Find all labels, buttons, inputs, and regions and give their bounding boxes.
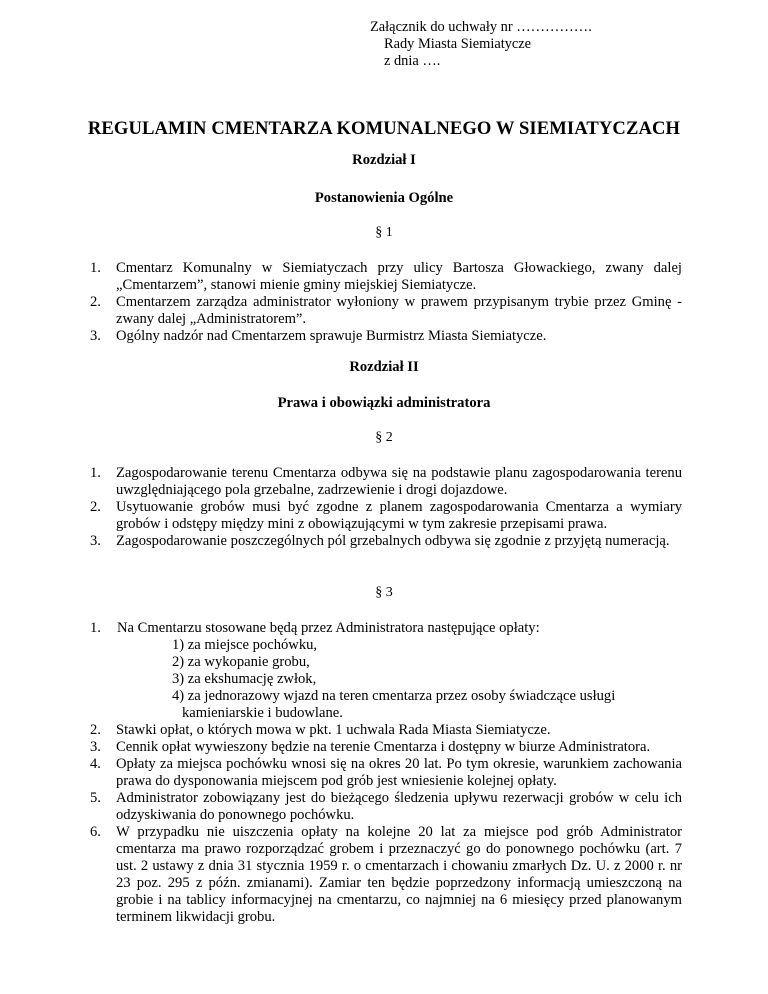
list-item-text: Stawki opłat, o których mowa w pkt. 1 uchwala Rada Miasta Siemiatycze. bbox=[116, 722, 551, 738]
list-item-text: Administrator zobowiązany jest do bieżącego śledzenia upływu rezerwacji grobów w celu ich odzyskiwania do ponownego pochówku. bbox=[116, 790, 682, 823]
annex-line-1: Załącznik do uchwały nr ……………. bbox=[370, 19, 592, 35]
section-2-mark: § 2 bbox=[375, 430, 393, 445]
list-item-text: Cmentarzem zarządza administrator wyłoniony w prawem przypisanym trybie przez Gminę - zwany dalej „Administratorem”. bbox=[116, 294, 682, 327]
fee-subitem: 4) za jednorazowy wjazd na teren cmentarza przez osoby świadczące usługi bbox=[172, 688, 616, 704]
fee-subitem: 2) za wykopanie grobu, bbox=[172, 654, 310, 670]
section-2-list bbox=[90, 465, 682, 550]
list-item-number: 2. bbox=[90, 294, 101, 310]
list-item-number: 2. bbox=[90, 722, 101, 738]
list-item bbox=[90, 620, 682, 637]
section-3-list bbox=[90, 620, 682, 926]
list-item-text: Opłaty za miejsca pochówku wnosi się na okres 20 lat. Po tym okresie, warunkiem zachowania prawa do dysponowania miejscem pod grób jest wniesienie kolejnej opłaty. bbox=[116, 756, 682, 789]
chapter-2-subheading: Prawa i obowiązki administratora bbox=[277, 395, 491, 411]
section-1-list bbox=[90, 260, 682, 345]
document-title: REGULAMIN CMENTARZA KOMUNALNEGO W SIEMIATYCZACH bbox=[87, 118, 681, 139]
list-item bbox=[90, 722, 682, 739]
list-item-text: Cennik opłat wywieszony będzie na terenie Cmentarza i dostępny w biurze Administratora. bbox=[116, 739, 651, 755]
list-item-number: 1. bbox=[90, 620, 101, 636]
list-item-number: 2. bbox=[90, 499, 101, 515]
list-item-number: 3. bbox=[90, 533, 101, 549]
fee-subitem: 3) za ekshumację zwłok, bbox=[172, 671, 317, 687]
list-item bbox=[90, 756, 682, 790]
list-item bbox=[90, 465, 682, 499]
fee-subitem-continued: kamieniarskie i budowlane. bbox=[182, 705, 343, 721]
section-3-mark: § 3 bbox=[375, 585, 393, 600]
list-item bbox=[90, 499, 682, 533]
list-item-number: 1. bbox=[90, 260, 101, 276]
list-item-text: Zagospodarowanie terenu Cmentarza odbywa się na podstawie planu zagospodarowania terenu uwzględniającego pola grzebalne, zadrzewienie i drogi dojazdowe. bbox=[116, 465, 682, 498]
list-item-text: Ogólny nadzór nad Cmentarzem sprawuje Burmistrz Miasta Siemiatycze. bbox=[116, 328, 547, 344]
fee-subitem: 1) za miejsce pochówku, bbox=[172, 637, 318, 653]
annex-line-3: z dnia …. bbox=[384, 53, 441, 69]
list-item-number: 4. bbox=[90, 756, 101, 772]
list-item-text: Cmentarz Komunalny w Siemiatyczach przy ulicy Bartosza Głowackiego, zwany dalej „Cmentarzem”, stanowi mienie gminy miejskiej Siemiatycze. bbox=[116, 260, 682, 293]
list-item-text: Na Cmentarzu stosowane będą przez Administratora następujące opłaty: bbox=[117, 620, 540, 636]
list-item-number: 3. bbox=[90, 328, 101, 344]
list-item-number: 1. bbox=[90, 465, 101, 481]
chapter-1-heading: Rozdział I bbox=[352, 152, 416, 168]
list-item bbox=[90, 294, 682, 328]
list-item bbox=[90, 328, 682, 345]
list-item bbox=[90, 739, 682, 756]
chapter-2-heading: Rozdział II bbox=[349, 359, 419, 375]
list-item-text: Zagospodarowanie poszczególnych pól grzebalnych odbywa się zgodnie z przyjętą numeracją. bbox=[116, 533, 670, 549]
list-item-number: 6. bbox=[90, 824, 101, 840]
chapter-1-subheading: Postanowienia Ogólne bbox=[314, 190, 454, 206]
annex-line-2: Rady Miasta Siemiatycze bbox=[384, 36, 532, 52]
list-item-number: 3. bbox=[90, 739, 101, 755]
list-item bbox=[90, 260, 682, 294]
list-item-text: Usytuowanie grobów musi być zgodne z planem zagospodarowania Cmentarza a wymiary grobów i odstępy między mini z obowiązującymi w tym zakresie przepisami prawa. bbox=[116, 499, 682, 532]
list-item bbox=[90, 790, 682, 824]
annex-note bbox=[370, 19, 592, 70]
list-item-number: 5. bbox=[90, 790, 101, 806]
list-item-text: W przypadku nie uiszczenia opłaty na kolejne 20 lat za miejsce pod grób Administrator cmentarza ma prawo rozporządzać grobem i przeznaczyć go do ponownego pochówku (art. 7 ust. 2 ustawy z dnia 31 stycznia 1959 r. o cmentarzach i chowaniu zmarłych Dz. U. z 2000 r. nr 23 poz. 295 z późn. zmianami). Zamiar ten będzie poprzedzony informacją umieszczoną na grobie i na tablicy informacyjnej na cmentarzu, co najmniej na 6 miesięcy przed planowanym terminem likwidacji grobu. bbox=[116, 824, 682, 925]
section-1-mark: § 1 bbox=[375, 225, 393, 240]
list-item bbox=[90, 533, 682, 550]
list-item bbox=[90, 824, 682, 926]
